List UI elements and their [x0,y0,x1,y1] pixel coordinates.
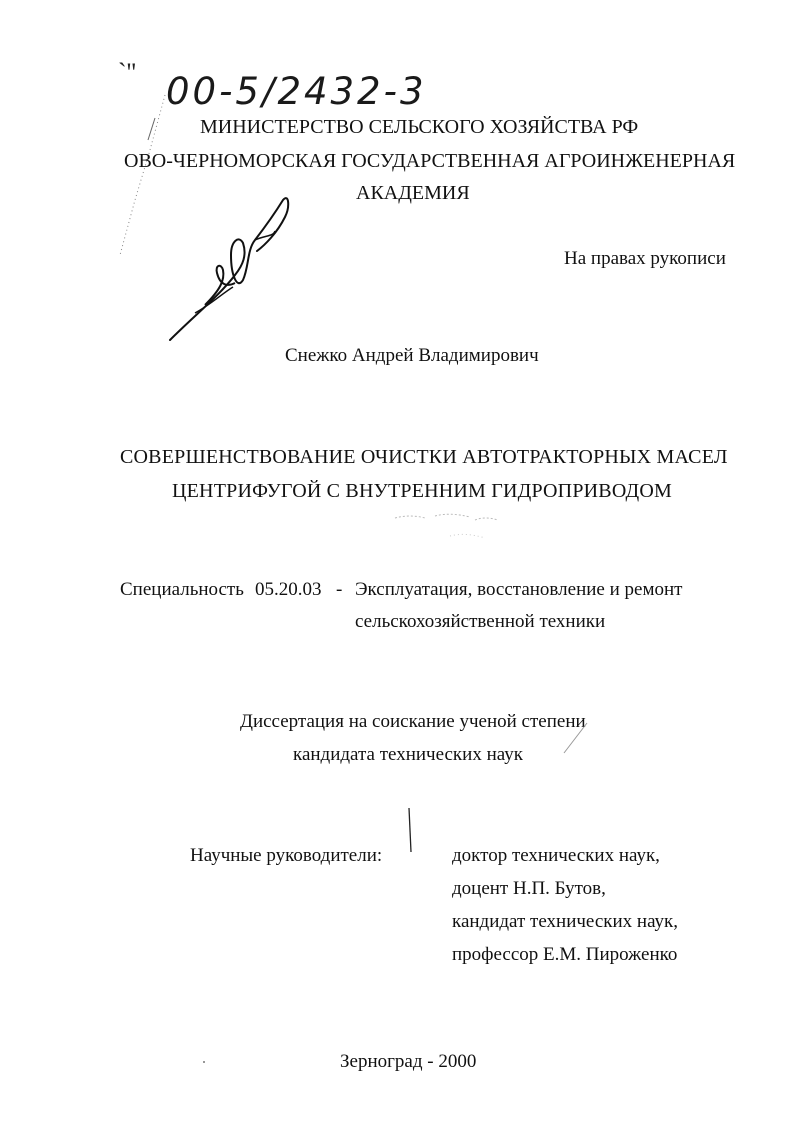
specialty-name-line2: сельскохозяйственной техники [355,611,606,632]
specialty-label: Специальность [120,579,244,600]
supervisors-label: Научные руководители: [190,845,383,866]
city-year: Зерноград - 2000 [340,1051,477,1072]
manuscript-note: На правах рукописи [564,248,726,269]
handwritten-archive-tick: `'' [118,58,137,87]
specialty-dash: - [336,579,343,600]
signature-image [165,195,305,345]
supervisor-line: доцент Н.П. Бутов, [452,878,606,899]
dissertation-title-line1: СОВЕРШЕНСТВОВАНИЕ ОЧИСТКИ АВТОТРАКТОРНЫХ МАСЕЛ [120,446,728,468]
supervisor-line: профессор Е.М. Пироженко [452,944,678,965]
specialty-code: 05.20.03 [255,579,322,600]
dissertation-title-line2: ЦЕНТРИФУГОЙ С ВНУТРЕННИМ ГИДРОПРИВОДОМ [172,480,672,502]
pencil-tick [562,718,602,758]
vertical-pen-stroke [405,806,415,856]
faint-stamp-marks [390,508,520,548]
specialty-name-line1: Эксплуатация, восстановление и ремонт [355,579,683,600]
author-name: Снежко Андрей Владимирович [285,345,539,366]
academy-heading-word: АКАДЕМИЯ [356,182,470,204]
degree-line1: Диссертация на соискание ученой степени [240,711,586,732]
speck [202,1060,206,1064]
academy-heading-line: ОВО-ЧЕРНОМОРСКАЯ ГОСУДАРСТВЕННАЯ АГРОИНЖЕНЕРНАЯ [124,150,736,172]
degree-line2: кандидата технических наук [293,744,523,765]
supervisor-line: доктор технических наук, [452,845,660,866]
ministry-heading: МИНИСТЕРСТВО СЕЛЬСКОГО ХОЗЯЙСТВА РФ [200,116,639,138]
supervisor-line: кандидат технических наук, [452,911,679,932]
handwritten-archive-number: 00-5/2432-3 [166,70,427,113]
